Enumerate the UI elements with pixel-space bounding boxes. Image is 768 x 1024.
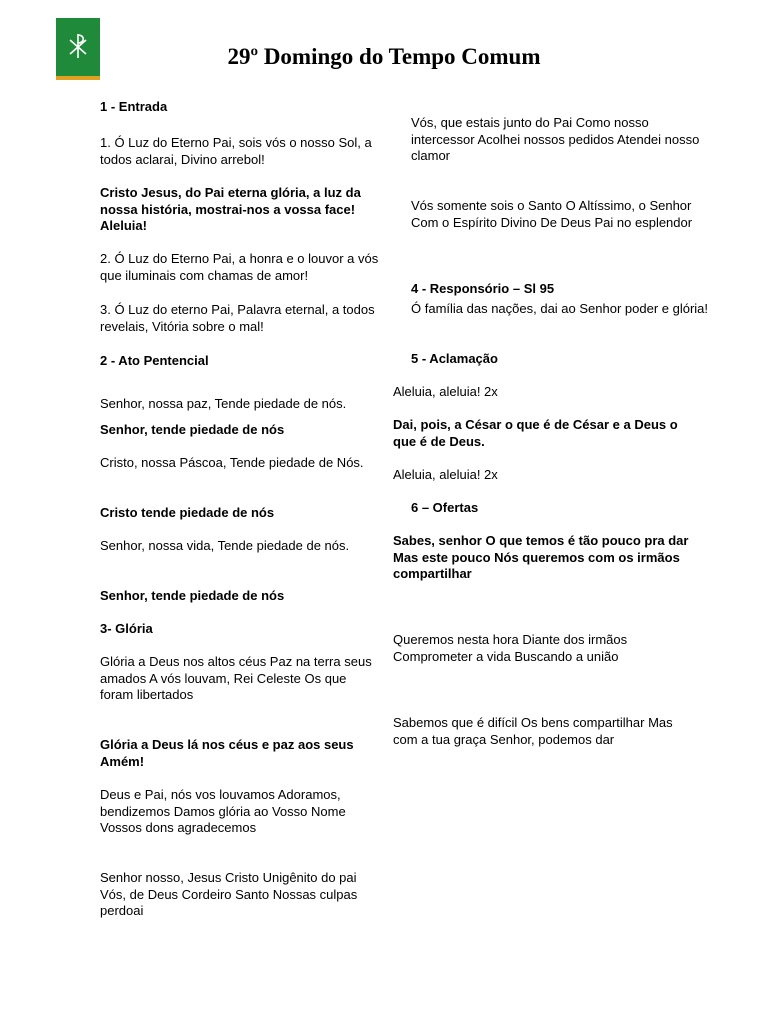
ato-penitencial-heading: 2 - Ato Pentencial xyxy=(100,353,209,368)
ato-response-2: Cristo tende piedade de nós xyxy=(100,505,275,520)
ato-response-1: Senhor, tende piedade de nós xyxy=(100,422,285,437)
ofertas-stanza-1: Queremos nesta hora Diante dos irmãos Comprometer a vida Buscando a união xyxy=(393,632,628,664)
ofertas-refrain: Sabes, senhor O que temos é tão pouco pra dar Mas este pouco Nós queremos com os irmãos compartilhar xyxy=(393,533,689,581)
ato-invocation-1: Senhor, nossa paz, Tende piedade de nós. xyxy=(100,396,347,411)
ofertas-heading: 6 – Ofertas xyxy=(411,500,479,515)
ofertas-stanza-2: Sabemos que é difícil Os bens compartilhar Mas com a tua graça Senhor, podemos dar xyxy=(393,715,673,747)
chi-rho-icon xyxy=(64,32,92,60)
aclamacao-verse: Dai, pois, a César o que é de César e a Deus o que é de Deus. xyxy=(393,417,678,449)
ato-invocation-3: Senhor, nossa vida, Tende piedade de nós. xyxy=(100,538,350,553)
chi-rho-logo xyxy=(56,18,100,80)
aclamacao-alleluia-1: Aleluia, aleluia! 2x xyxy=(393,384,498,399)
entrada-heading: 1 - Entrada xyxy=(100,99,168,114)
gloria-stanza-5: Vós somente sois o Santo O Altíssimo, o Senhor Com o Espírito Divino De Deus Pai no esplendor xyxy=(411,198,693,230)
page-title: 29º Domingo do Tempo Comum xyxy=(227,44,541,69)
entrada-refrain: Cristo Jesus, do Pai eterna glória, a luz da nossa história, mostrai-nos a vossa face! Aleluia! xyxy=(100,185,361,233)
gloria-stanza-4: Vós, que estais junto do Pai Como nosso intercessor Acolhei nossos pedidos Atendei nosso clamor xyxy=(411,115,700,163)
gloria-stanza-3: Senhor nosso, Jesus Cristo Unigênito do pai Vós, de Deus Cordeiro Santo Nossas culpas perdoai xyxy=(100,870,358,918)
entrada-verse-2: 2. Ó Luz do Eterno Pai, a honra e o louvor a vós que iluminais com chamas de amor! xyxy=(100,251,379,283)
gloria-stanza-2: Deus e Pai, nós vos louvamos Adoramos, bendizemos Damos glória ao Vosso Nome Vossos dons agradecemos xyxy=(100,787,346,835)
aclamacao-alleluia-2: Aleluia, aleluia! 2x xyxy=(393,467,498,482)
aclamacao-heading: 5 - Aclamação xyxy=(411,351,498,366)
gloria-stanza-1: Glória a Deus nos altos céus Paz na terra seus amados A vós louvam, Rei Celeste Os que foram libertados xyxy=(100,654,372,702)
entrada-verse-3: 3. Ó Luz do eterno Pai, Palavra eternal, a todos revelais, Vitória sobre o mal! xyxy=(100,302,375,334)
gloria-refrain: Glória a Deus lá nos céus e paz aos seus Amém! xyxy=(100,737,354,769)
ato-response-3: Senhor, tende piedade de nós xyxy=(100,588,285,603)
ato-invocation-2: Cristo, nossa Páscoa, Tende piedade de Nós. xyxy=(100,455,364,470)
responsorio-heading: 4 - Responsório – Sl 95 xyxy=(411,281,555,296)
gloria-heading: 3- Glória xyxy=(100,621,153,636)
entrada-verse-1: 1. Ó Luz do Eterno Pai, sois vós o nosso Sol, a todos aclarai, Divino arrebol! xyxy=(100,135,372,167)
responsorio-text: Ó família das nações, dai ao Senhor poder e glória! xyxy=(411,301,709,316)
